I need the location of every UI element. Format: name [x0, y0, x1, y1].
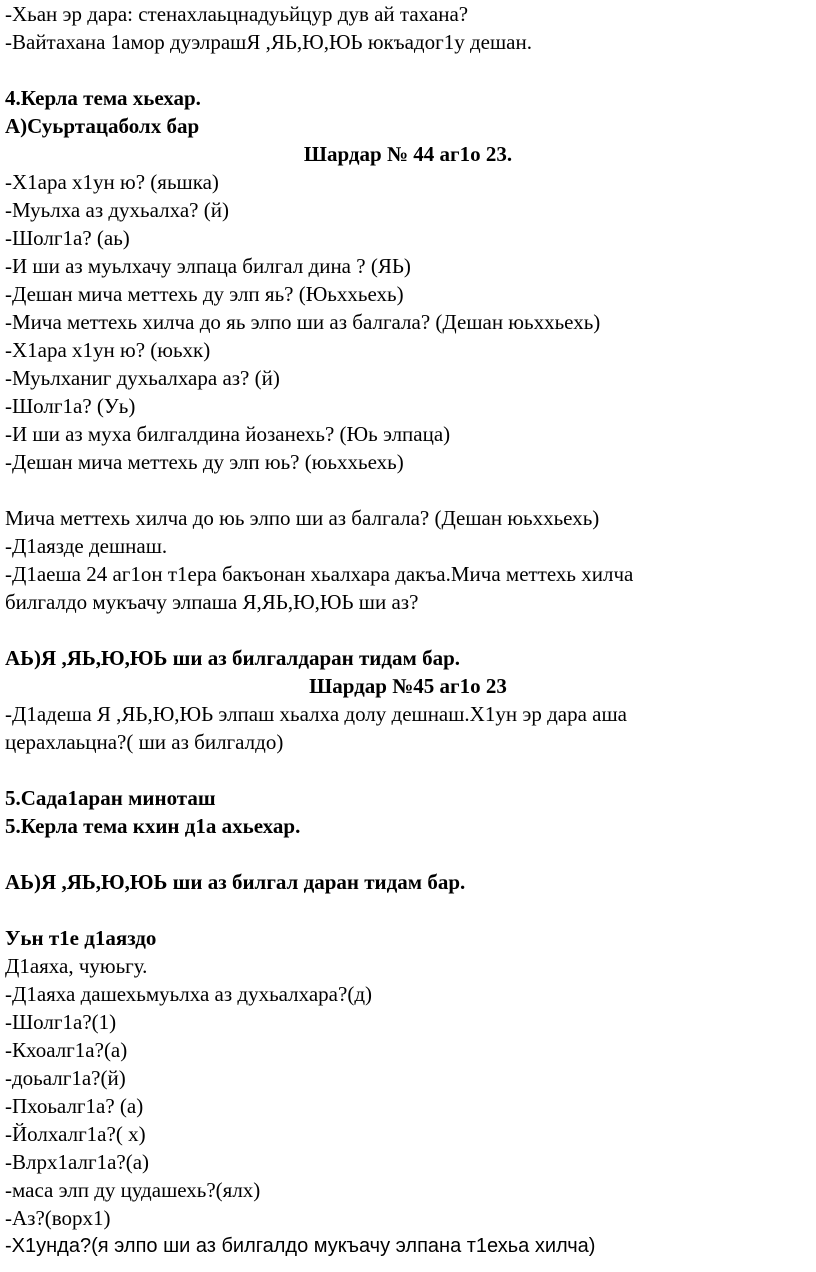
text-line: -Х1ара х1ун ю? (яьшка) [5, 170, 219, 194]
text-line: -Д1аяха дашехьмуьлха аз духьалхара?(д) [5, 982, 372, 1006]
text-line: -Шолг1а? (аь) [5, 226, 130, 250]
text-line: -Муьлха аз духьалха? (й) [5, 198, 229, 222]
blank-line [5, 616, 811, 644]
text-line: -Х1ара х1ун ю? (юьхк) [5, 338, 211, 362]
text-line: -Д1аязде дешнаш. [5, 534, 168, 558]
exercise-heading: Шардар № 44 аг1о 23. [303, 142, 513, 166]
text-line: Мича меттехь хилча до юь элпо ши аз балгала? (Дешан юьххьехь) [5, 506, 600, 530]
subsection-heading: АЬ)Я ,ЯЬ,Ю,ЮЬ ши аз билгалдаран тидам бар. [5, 646, 461, 670]
text-line: -Пхоьалг1а? (а) [5, 1094, 144, 1118]
text-line: -Кхоалг1а?(а) [5, 1038, 128, 1062]
document-page [5, 0, 811, 1260]
text-line: -И ши аз муха билгалдина йозанехь? (Юь элпаца) [5, 422, 451, 446]
text-line: -Дешан мича меттехь ду элп яь? (Юьххьехь) [5, 282, 404, 306]
text-line: -Хьан эр дара: стенахлаьцнадуьйцур дув ай тахана? [5, 2, 469, 26]
text-line: -Шолг1а? (Уь) [5, 394, 136, 418]
text-line: -Влрх1алг1а?(а) [5, 1150, 150, 1174]
text-line: -Мича меттехь хилча до яь элпо ши аз балгала? (Дешан юьххьехь) [5, 310, 601, 334]
blank-line [5, 56, 811, 84]
text-line: -Аз?(ворх1) [5, 1206, 111, 1230]
text-line: -Вайтахана 1амор дуэлрашЯ ,ЯЬ,Ю,ЮЬ юкъадог1у дешан. [5, 30, 532, 54]
text-line: -Дешан мича меттехь ду элп юь? (юьххьехь) [5, 450, 404, 474]
text-line: Д1аяха, чуюьгу. [5, 954, 148, 978]
text-line: церахлаьцна?( ши аз билгалдо) [5, 730, 284, 754]
text-line: -И ши аз муьлхачу элпаца билгал дина ? (ЯЬ) [5, 254, 411, 278]
subsection-heading: Уьн т1е д1аяздо [5, 926, 157, 950]
exercise-heading: Шардар №45 аг1о 23 [309, 674, 507, 698]
text-line: -Х1унда?(я элпо ши аз билгалдо мукъачу элпана т1ехьа хилча) [5, 1235, 596, 1257]
text-line: -маса элп ду цудашехь?(ялх) [5, 1178, 261, 1202]
blank-line [5, 896, 811, 924]
text-line: билгалдо мукъачу элпаша Я,ЯЬ,Ю,ЮЬ ши аз? [5, 590, 419, 614]
text-line: -Муьлханиг духьалхара аз? (й) [5, 366, 280, 390]
subsection-heading: А)Суьртацаболх бар [5, 114, 200, 138]
blank-line [5, 840, 811, 868]
section-heading: 5.Сада1аран миноташ [5, 786, 216, 810]
blank-line [5, 476, 811, 504]
subsection-heading: АЬ)Я ,ЯЬ,Ю,ЮЬ ши аз билгал даран тидам бар. [5, 870, 466, 894]
text-line: -Шолг1а?(1) [5, 1010, 117, 1034]
text-line: -доьалг1а?(й) [5, 1066, 126, 1090]
text-line: -Д1адеша Я ,ЯЬ,Ю,ЮЬ элпаш хьалха долу дешнаш.Х1ун эр дара аша [5, 702, 627, 726]
section-heading: 5.Керла тема кхин д1а ахьехар. [5, 814, 301, 838]
blank-line [5, 756, 811, 784]
text-line: -Д1аеша 24 аг1он т1ера бакъонан хьалхара дакъа.Мича меттехь хилча [5, 562, 634, 586]
text-line: -Йолхалг1а?( х) [5, 1122, 146, 1146]
section-heading: 4.Керла тема хьехар. [5, 86, 201, 110]
